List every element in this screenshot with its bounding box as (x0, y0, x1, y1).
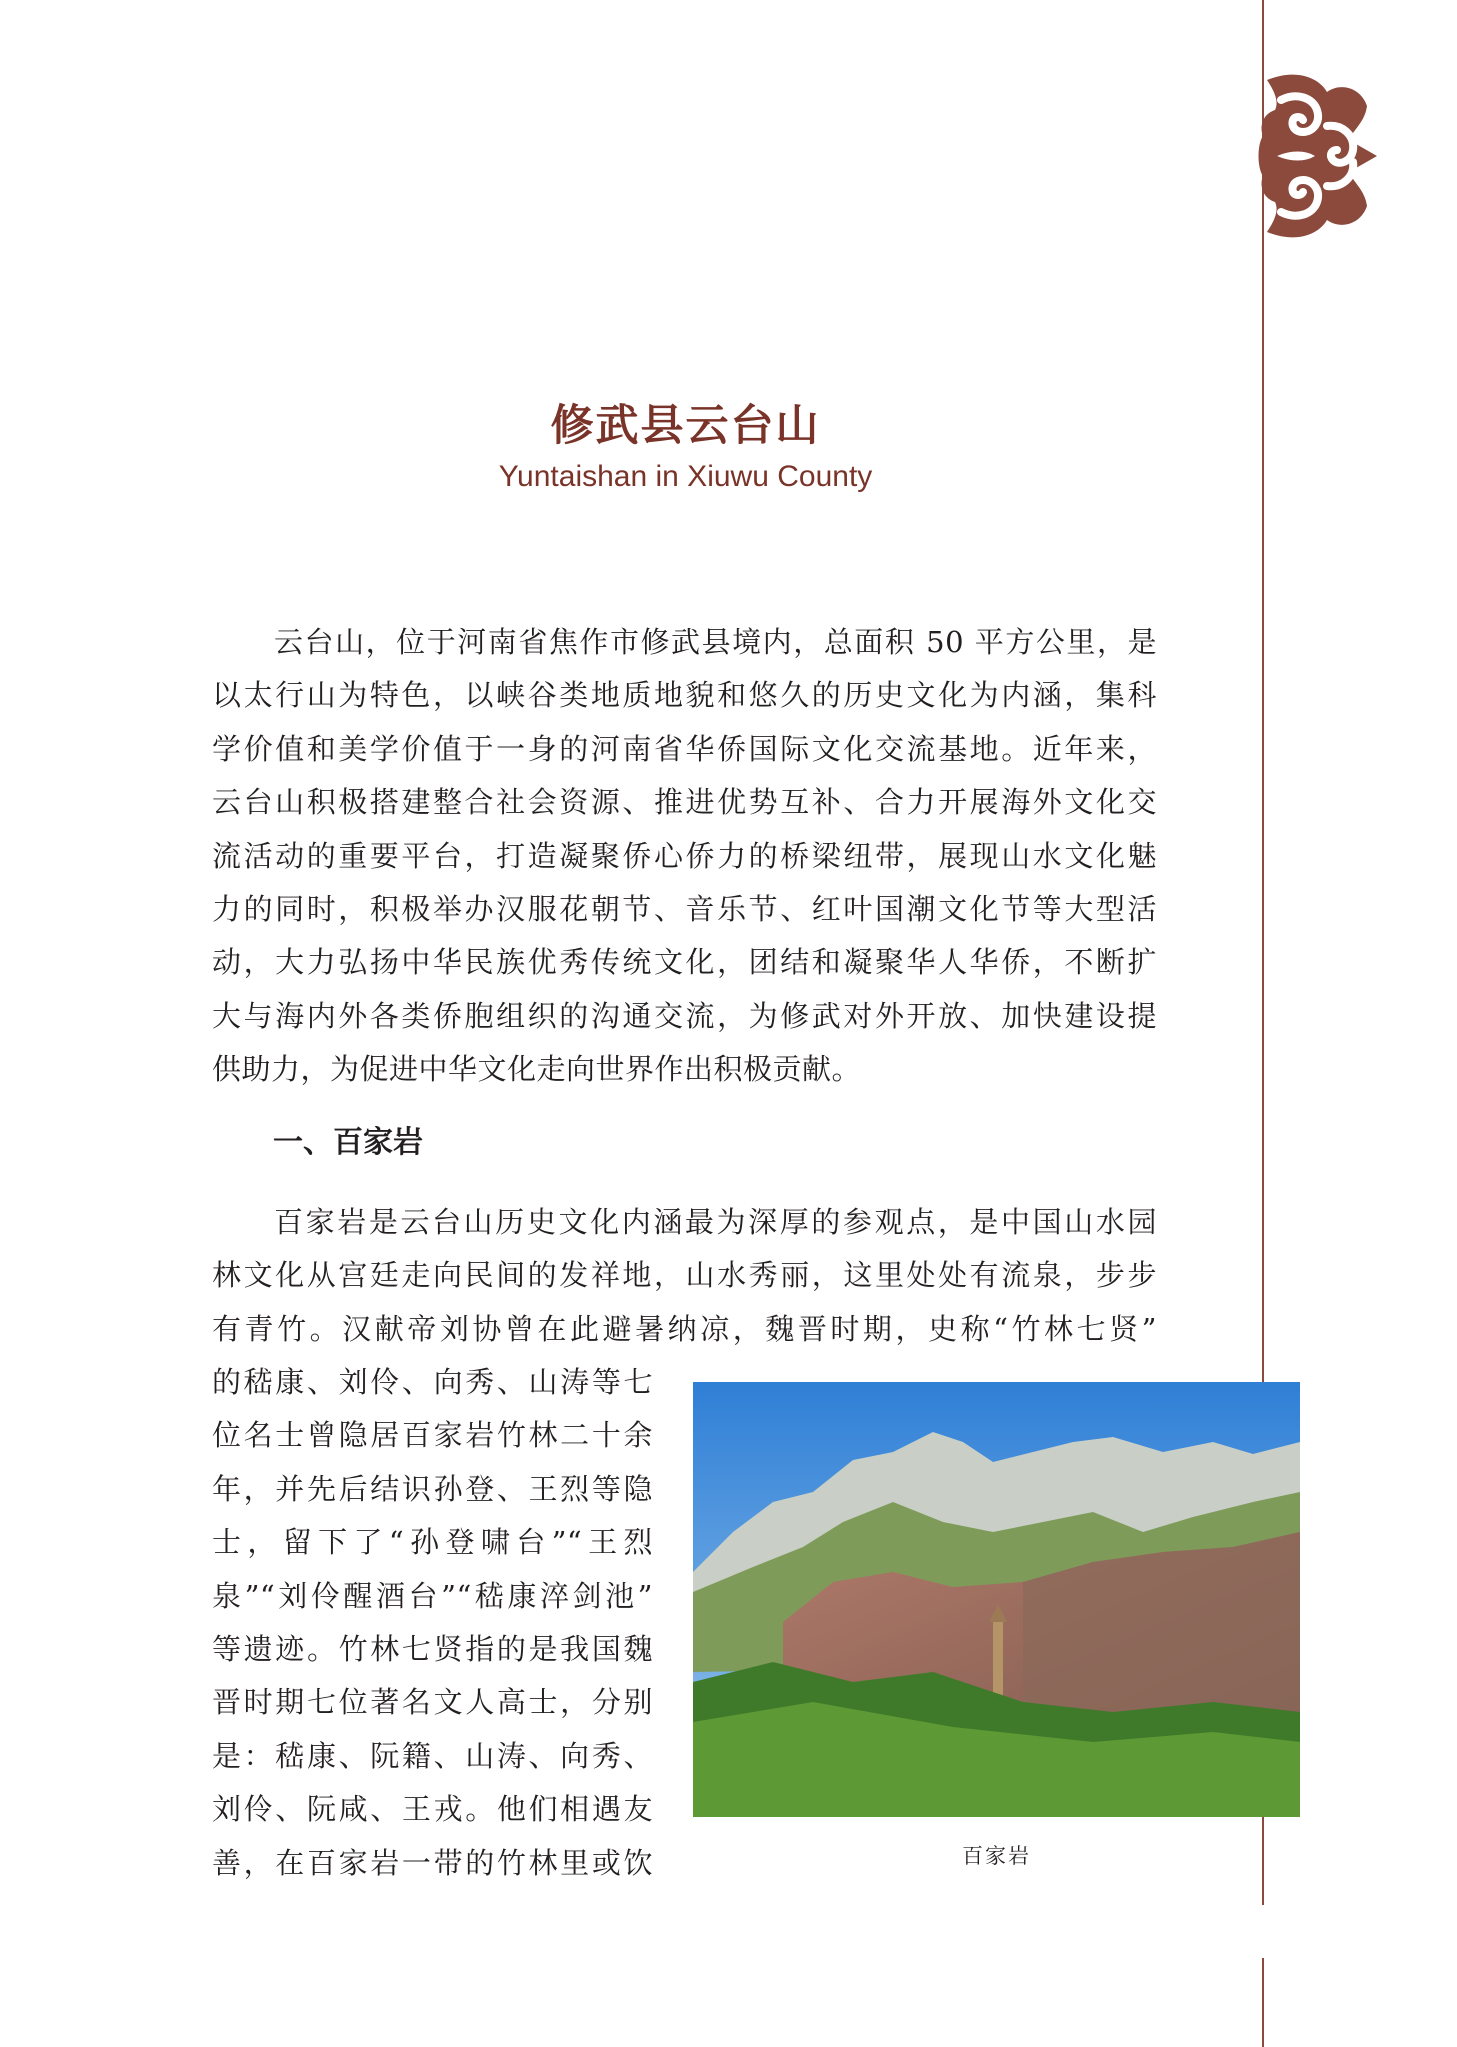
intro-paragraph (212, 616, 1157, 1097)
cloud-ornament-icon (1257, 70, 1381, 242)
section-line: 刘伶、阮咸、王戎。他们相遇友 (212, 1792, 653, 1827)
section-line: 士，留下了“孙登啸台”“王烈 (212, 1525, 653, 1560)
page-subtitle: Yuntaishan in Xiuwu County (498, 460, 873, 493)
section-line: 是：嵇康、阮籍、山涛、向秀、 (212, 1738, 653, 1773)
intro-line: 流活动的重要平台，打造凝聚侨心侨力的桥梁纽带，展现山水文化魅 (212, 838, 1157, 873)
intro-line: 动，大力弘扬中华民族优秀传统文化，团结和凝聚华人华侨，不断扩 (212, 945, 1157, 980)
section-line: 泉”“刘伶醒酒台”“嵇康淬剑池” (212, 1578, 653, 1613)
section-line: 等遗迹。竹林七贤指的是我国魏 (212, 1632, 653, 1667)
intro-line: 云台山积极搭建整合社会资源、推进优势互补、合力开展海外文化交 (212, 785, 1157, 820)
section-wrap-paragraph (212, 1356, 653, 1890)
section-line: 的嵇康、刘伶、向秀、山涛等七 (212, 1365, 653, 1399)
intro-line: 云台山，位于河南省焦作市修武县境内，总面积 50 平方公里，是 (274, 625, 1157, 659)
baijiayan-photo (693, 1382, 1300, 1817)
section-line: 百家岩是云台山历史文化内涵最为深厚的参观点，是中国山水园 (274, 1205, 1157, 1239)
section-line: 善，在百家岩一带的竹林里或饮 (212, 1845, 653, 1880)
intro-line: 供助力，为促进中华文化走向世界作出积极贡献。 (212, 1052, 862, 1087)
intro-line: 大与海内外各类侨胞组织的沟通交流，为修武对外开放、加快建设提 (212, 998, 1157, 1033)
page-title: 修武县云台山 (550, 401, 821, 451)
section-line: 有青竹。汉献帝刘协曾在此避暑纳凉，魏晋时期，史称“竹林七贤” (212, 1311, 1157, 1346)
intro-line: 以太行山为特色，以峡谷类地质地貌和悠久的历史文化为内涵，集科 (212, 678, 1157, 713)
intro-line: 学价值和美学价值于一身的河南省华侨国际文化交流基地。近年来， (212, 731, 1157, 766)
margin-rule-bottom (1262, 1958, 1264, 2047)
section-line: 年，并先后结识孙登、王烈等隐 (212, 1471, 653, 1506)
photo-caption: 百家岩 (962, 1844, 1031, 1868)
section-line: 晋时期七位著名文人高士，分别 (212, 1685, 653, 1720)
section-line: 林文化从宫廷走向民间的发祥地，山水秀丽，这里处处有流泉，步步 (212, 1258, 1157, 1293)
section-line: 位名士曾隐居百家岩竹林二十余 (212, 1418, 653, 1453)
intro-line: 力的同时，积极举办汉服花朝节、音乐节、红叶国潮文化节等大型活 (212, 892, 1157, 927)
section-paragraph (212, 1196, 1157, 1356)
section-heading: 一、百家岩 (273, 1125, 423, 1160)
